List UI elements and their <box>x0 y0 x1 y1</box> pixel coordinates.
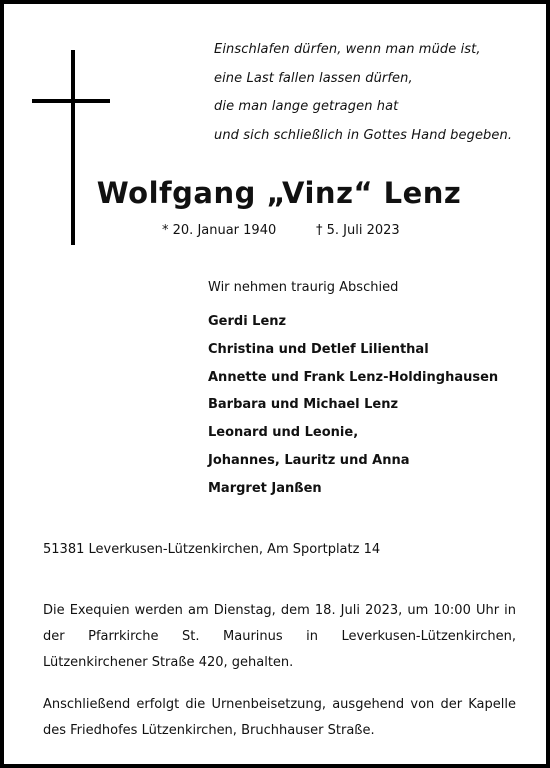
mourner-name: Christina und Detlef Lilienthal <box>208 341 429 357</box>
cross-icon-bar <box>32 99 110 103</box>
poem <box>214 36 512 150</box>
service-exequien: Die Exequien werden am Dienstag, dem 18. Juli 2023, um 10:00 Uhr in der Pfarrkirche St. Maurinus in Leverkusen-Lützenkirchen, Lützenkirchener Straße 420, gehalten. <box>43 603 516 670</box>
mourner-list <box>208 308 498 503</box>
mourner-name: Barbara und Michael Lenz <box>208 397 399 413</box>
cross-icon <box>71 50 75 245</box>
mourner-name: Annette und Frank Lenz-Holdinghausen <box>208 369 499 385</box>
poem-line: eine Last fallen lassen dürfen, <box>214 70 413 86</box>
mourner-name: Gerdi Lenz <box>208 314 287 329</box>
poem-line: Einschlafen dürfen, wenn man müde ist, <box>214 42 481 57</box>
mourning-intro: Wir nehmen traurig Abschied <box>208 280 399 295</box>
deceased-name: Wolfgang „Vinz“ Lenz <box>96 176 462 210</box>
service-burial: Anschließend erfolgt die Urnenbeisetzung, ausgehend von der Kapelle des Friedhofes Lützenkirchen, Bruchhauser Straße. <box>43 697 516 738</box>
poem-line: und sich schließlich in Gottes Hand begeben. <box>214 127 513 143</box>
birth-date: * 20. Januar 1940 <box>162 223 277 238</box>
mourner-name: Leonard und Leonie, <box>208 425 359 441</box>
poem-line: die man lange getragen hat <box>214 99 399 114</box>
mourner-name: Margret Janßen <box>208 480 322 496</box>
death-date: † 5. Juli 2023 <box>316 223 400 238</box>
family-address: 51381 Leverkusen-Lützenkirchen, Am Sportplatz 14 <box>43 542 381 557</box>
mourner-name: Johannes, Lauritz und Anna <box>208 452 410 468</box>
